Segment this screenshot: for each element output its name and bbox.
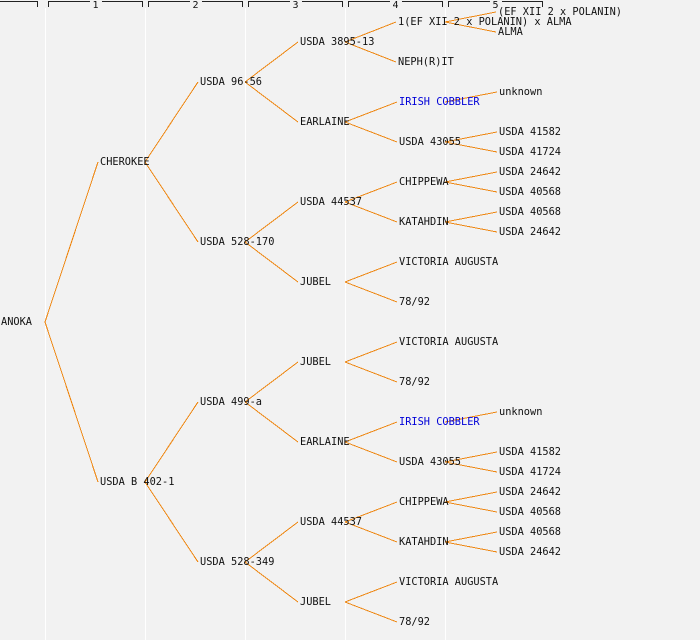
- node-usda-528-170: USDA 528-170: [200, 236, 275, 248]
- node-alma: ALMA: [498, 26, 523, 38]
- edge-jubel-3-78-92-3: [345, 602, 397, 622]
- edge-usda-b-402-1-usda-499-a: [145, 402, 198, 482]
- node-usda-96-56: USDA 96-56: [200, 76, 262, 88]
- node-unknown-2: unknown: [499, 406, 543, 418]
- node-usda-24642-1: USDA 24642: [499, 166, 561, 178]
- generation-number: 5: [489, 1, 501, 11]
- edge-chippewa-2-usda-40568-3: [445, 502, 497, 512]
- node-katahdin-1: KATAHDIN: [399, 216, 449, 228]
- edge-katahdin-1-usda-24642-2: [445, 222, 497, 232]
- node-jubel-2: JUBEL: [300, 356, 331, 368]
- node-jubel-1: JUBEL: [300, 276, 331, 288]
- edge-jubel-1-victoria-augusta-1: [345, 262, 397, 282]
- node-chippewa-2: CHIPPEWA: [399, 496, 449, 508]
- generation-bracket: [48, 0, 143, 11]
- node-usda-40568-3: USDA 40568: [499, 506, 561, 518]
- node-usda-40568-1: USDA 40568: [499, 186, 561, 198]
- node-78-92-1: 78/92: [399, 296, 430, 308]
- node-anoka: ANOKA: [1, 316, 32, 328]
- edge-chippewa-1-usda-24642-1: [445, 172, 497, 182]
- node-78-92-2: 78/92: [399, 376, 430, 388]
- edge-usda-96-56-earlaine-1: [245, 82, 298, 122]
- node-usda-41582-1: USDA 41582: [499, 126, 561, 138]
- node-usda-44537-2: USDA 44537: [300, 516, 362, 528]
- generation-number: 1: [89, 1, 101, 11]
- generation-bracket: [0, 1, 38, 7]
- node-victoria-augusta-3: VICTORIA AUGUSTA: [399, 576, 499, 588]
- generation-number: 4: [389, 1, 401, 11]
- edge-jubel-2-victoria-augusta-2: [345, 342, 397, 362]
- edge-usda-528-170-jubel-1: [245, 242, 298, 282]
- edge-anoka-usda-b-402-1: [45, 322, 98, 482]
- node-usda-24642-4: USDA 24642: [499, 546, 561, 558]
- node-usda-528-349: USDA 528-349: [200, 556, 275, 568]
- node-usda-41582-2: USDA 41582: [499, 446, 561, 458]
- node-usda-43055-2: USDA 43055: [399, 456, 461, 468]
- edge-earlaine-2-irish-cobbler-2: [345, 422, 397, 442]
- node-ef-alma: 1(EF XII 2 x POLANIN) x ALMA: [398, 16, 572, 28]
- node-nephrit: NEPH(R)IT: [398, 56, 454, 68]
- node-usda-44537-1: USDA 44537: [300, 196, 362, 208]
- edge-usda-528-349-jubel-3: [245, 562, 298, 602]
- node-earlaine-2: EARLAINE: [300, 436, 350, 448]
- edge-earlaine-2-usda-43055-2: [345, 442, 397, 462]
- edge-katahdin-2-usda-24642-4: [445, 542, 497, 552]
- node-usda-3895-13: USDA 3895-13: [300, 36, 375, 48]
- edge-cherokee-usda-96-56: [145, 82, 198, 162]
- node-usda-499-a: USDA 499-a: [200, 396, 262, 408]
- edge-jubel-1-78-92-1: [345, 282, 397, 302]
- edge-katahdin-1-usda-40568-2: [445, 212, 497, 222]
- node-usda-b-402-1: USDA B 402-1: [100, 476, 175, 488]
- edge-katahdin-2-usda-40568-4: [445, 532, 497, 542]
- node-usda-40568-4: USDA 40568: [499, 526, 561, 538]
- edge-usda-499-a-earlaine-2: [245, 402, 298, 442]
- edge-cherokee-usda-528-170: [145, 162, 198, 242]
- generation-bracket: [348, 0, 443, 11]
- generation-bracket: [248, 0, 343, 11]
- node-78-92-3: 78/92: [399, 616, 430, 628]
- node-usda-43055-1: USDA 43055: [399, 136, 461, 148]
- edge-chippewa-1-usda-40568-1: [445, 182, 497, 192]
- node-jubel-3: JUBEL: [300, 596, 331, 608]
- edge-jubel-2-78-92-2: [345, 362, 397, 382]
- edge-earlaine-1-usda-43055-1: [345, 122, 397, 142]
- edge-usda-b-402-1-usda-528-349: [145, 482, 198, 562]
- node-usda-24642-3: USDA 24642: [499, 486, 561, 498]
- node-usda-41724-2: USDA 41724: [499, 466, 561, 478]
- node-chippewa-1: CHIPPEWA: [399, 176, 449, 188]
- edge-anoka-cherokee: [45, 162, 98, 322]
- node-victoria-augusta-1: VICTORIA AUGUSTA: [399, 256, 499, 268]
- node-victoria-augusta-2: VICTORIA AUGUSTA: [399, 336, 499, 348]
- edge-jubel-3-victoria-augusta-3: [345, 582, 397, 602]
- node-earlaine-1: EARLAINE: [300, 116, 350, 128]
- edge-earlaine-1-irish-cobbler-1: [345, 102, 397, 122]
- generation-number: 3: [289, 1, 301, 11]
- node-irish-cobbler-2[interactable]: IRISH COBBLER: [399, 416, 480, 428]
- generation-number: 2: [189, 1, 201, 11]
- node-katahdin-2: KATAHDIN: [399, 536, 449, 548]
- edge-chippewa-2-usda-24642-3: [445, 492, 497, 502]
- node-unknown-1: unknown: [499, 86, 543, 98]
- node-usda-24642-2: USDA 24642: [499, 226, 561, 238]
- node-usda-41724-1: USDA 41724: [499, 146, 561, 158]
- generation-bracket: [148, 0, 243, 11]
- node-ef-polanin: (EF XII 2 x POLANIN): [498, 6, 622, 18]
- node-cherokee: CHEROKEE: [100, 156, 150, 168]
- node-usda-40568-2: USDA 40568: [499, 206, 561, 218]
- node-irish-cobbler-1[interactable]: IRISH COBBLER: [399, 96, 480, 108]
